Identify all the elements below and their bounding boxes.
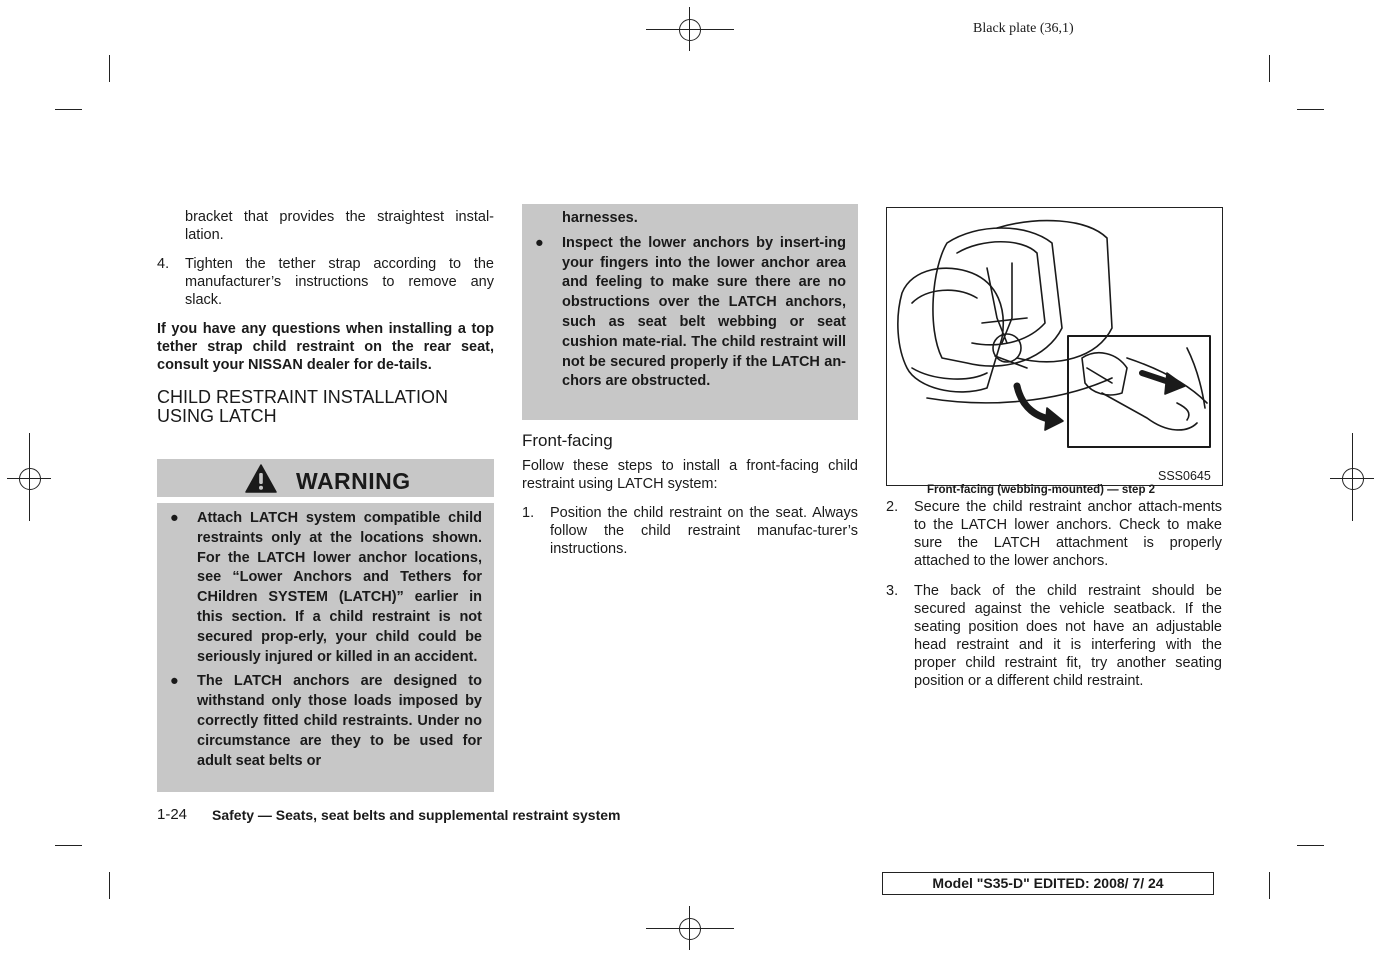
- warning-bullet-3: [522, 234, 858, 392]
- model-edited-label: Model "S35-D" EDITED: 2008/ 7/ 24: [882, 872, 1214, 895]
- step-2-number: 2.: [886, 499, 899, 515]
- page-number: 1-24: [157, 806, 188, 823]
- figure-caption: Front-facing (webbing-mounted) — step 2: [927, 484, 1156, 496]
- crop-mark-br-v: [1269, 872, 1270, 899]
- warning-bullet-1: [157, 509, 494, 667]
- plate-label: Black plate (36,1): [973, 21, 1074, 36]
- column-right: [886, 498, 1222, 690]
- figure-code: SSS0645: [1158, 469, 1211, 483]
- child-seat-illustration: [887, 208, 1222, 485]
- column-middle: [522, 431, 858, 558]
- step-3: [886, 582, 1222, 690]
- bullet-dot-icon: ●: [170, 673, 179, 690]
- step-3-text: The back of the child restraint should be secured against the vehicle seatback. If the seating position does not have an adjustable head restraint and it is interfering with the proper child restraint fit, try another seating position or a different child restraint.: [914, 583, 1222, 689]
- registration-circle-right: [1342, 468, 1364, 490]
- warning-bullet-3-text: Inspect the lower anchors by insert-ing your fingers into the lower anchor area and feeling to make sure there are no obstructions over the LATCH anchors, such as seat belt webbing or seat cushion mate-rial. The child restraint will not be secured properly if the LATCH an-chors are obstructed.: [562, 234, 846, 390]
- crop-mark-tl-v: [109, 55, 110, 82]
- crop-mark-bl-v: [109, 872, 110, 899]
- registration-circle-bottom: [679, 918, 701, 940]
- section-heading-line1: CHILD RESTRAINT INSTALLATION: [157, 387, 449, 407]
- column-left: [157, 208, 494, 426]
- step-4-number: 4.: [157, 256, 170, 272]
- step-4: [157, 255, 494, 309]
- front-facing-heading: Front-facing: [522, 431, 613, 450]
- intro-continuation: bracket that provides the straightest instal-lation.: [185, 209, 494, 243]
- crop-mark-bl-h: [55, 845, 82, 846]
- warning-title: WARNING: [296, 468, 411, 494]
- bullet-dot-icon: ●: [535, 234, 544, 251]
- step-2-text: Secure the child restraint anchor attach-ments to the LATCH lower anchors. Check to make sure the LATCH attachment is properly attached to the lower anchors.: [914, 499, 1222, 569]
- warning-bullet-1-text: Attach LATCH system compatible child restraints only at the locations shown. For the LATCH lower anchor locations, see “Lower Anchors and Tethers for CHildren SYSTEM (LATCH)” earlier in this section. If a child restraint is not secured prop-erly, your child could be seriously injured or killed in an accident.: [197, 510, 482, 665]
- warning-continued-text: [522, 209, 858, 229]
- warning-bullet-2: [157, 672, 494, 771]
- crop-mark-tl-h: [55, 109, 82, 110]
- crop-mark-br-h: [1297, 845, 1324, 846]
- dealer-note: If you have any questions when installing a top tether strap child restraint on the rear seat, consult your NISSAN dealer for de-tails.: [157, 321, 494, 373]
- step-1-number: 1.: [522, 505, 535, 521]
- footer-section-title: Safety — Seats, seat belts and supplemental restraint system: [212, 807, 621, 823]
- warning-continuation: [522, 204, 858, 420]
- warning-bullet-2-text: The LATCH anchors are designed to withstand only those loads imposed by correctly fitted child restraints. Under no circumstance are they to be used for adult seat belts or: [197, 673, 482, 769]
- crop-mark-tr-v: [1269, 55, 1270, 82]
- warning-triangle-icon: [245, 464, 277, 493]
- bullet-dot-icon: ●: [170, 510, 179, 526]
- step-2: [886, 498, 1222, 570]
- registration-circle-left: [19, 468, 41, 490]
- warning-body: [157, 503, 494, 792]
- section-heading: [157, 388, 494, 426]
- registration-circle-top: [679, 19, 701, 41]
- step-1: [522, 504, 858, 558]
- crop-mark-tr-h: [1297, 109, 1324, 110]
- step-1-text: Position the child restraint on the seat. Always follow the child restraint manufac-turer’s instructions.: [550, 505, 858, 557]
- warning-continued-line: harnesses.: [562, 210, 638, 226]
- section-heading-line2: USING LATCH: [157, 406, 277, 426]
- figure-frame: [886, 207, 1223, 486]
- front-facing-intro: Follow these steps to install a front-facing child restraint using LATCH system:: [522, 458, 858, 492]
- step-4-text: Tighten the tether strap according to the manufacturer’s instructions to remove any slack.: [185, 256, 494, 308]
- step-3-number: 3.: [886, 583, 899, 599]
